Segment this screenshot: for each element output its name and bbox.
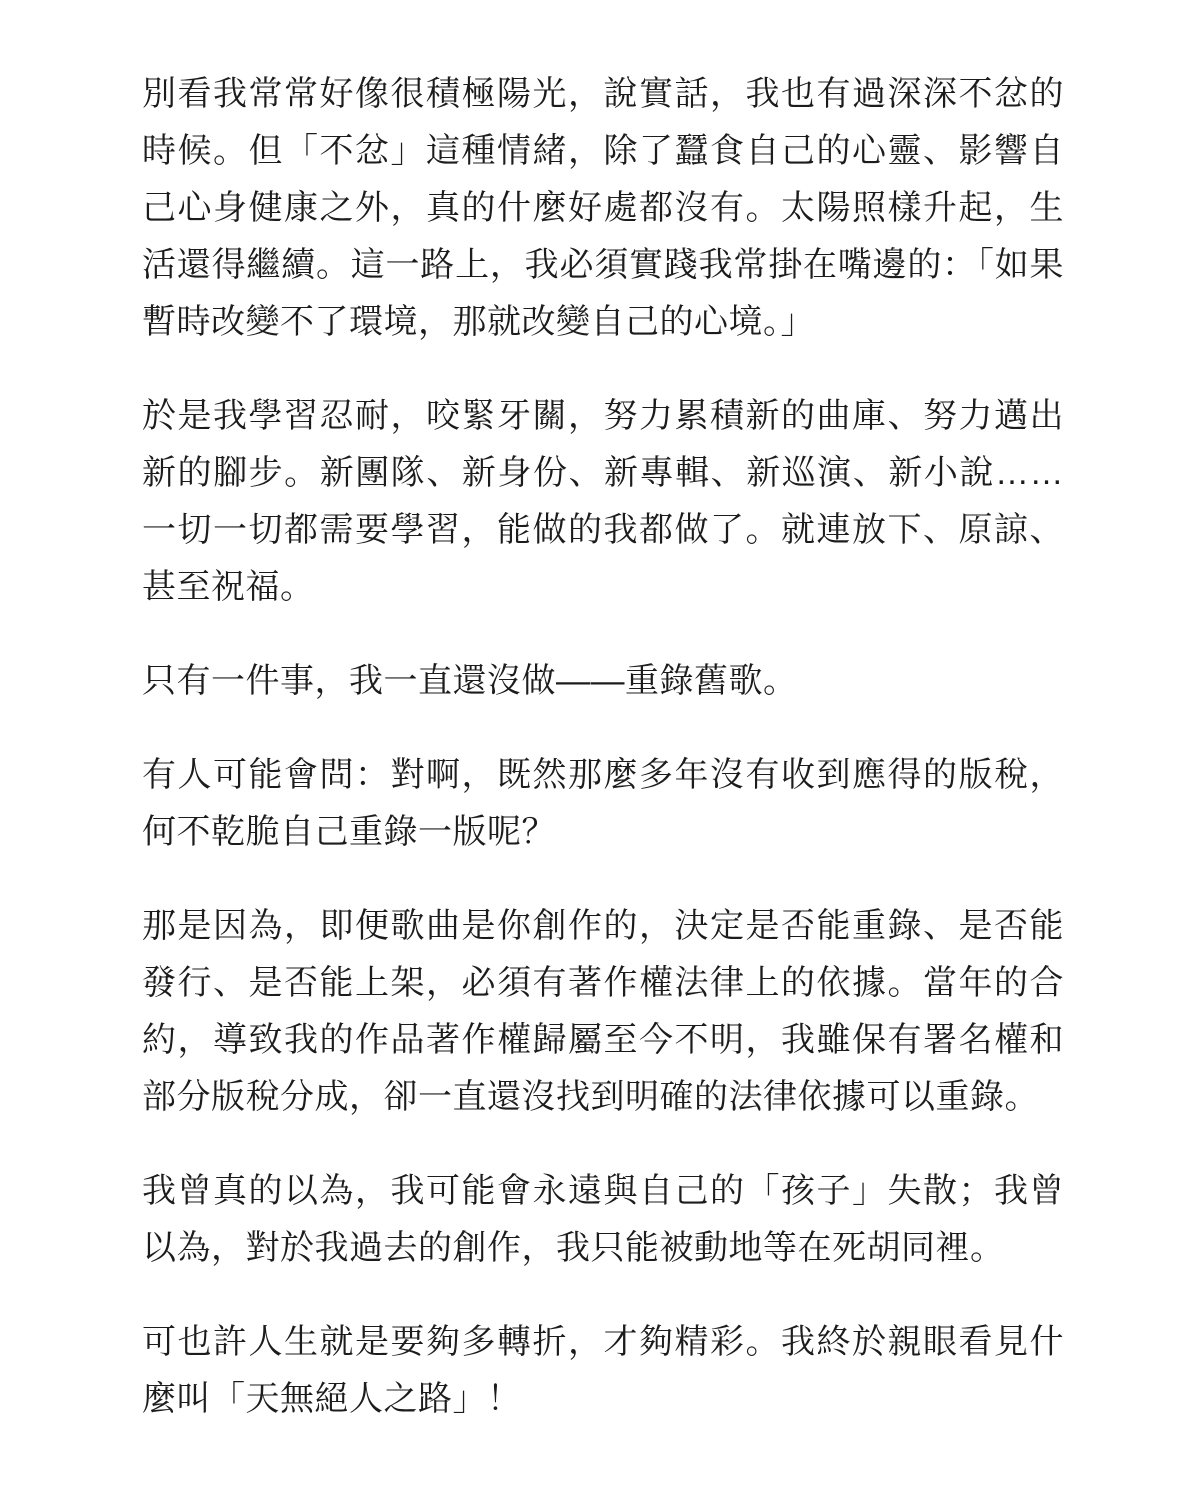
paragraph-4: 有人可能會問：對啊，既然那麼多年沒有收到應得的版稅，何不乾脆自己重錄一版呢？	[142, 756, 1064, 851]
paragraph-5: 那是因為，即便歌曲是你創作的，決定是否能重錄、是否能發行、是否能上架，必須有著作權法律上的依據。當年的合約，導致我的作品著作權歸屬至今不明，我雖保有署名權和部分版稅分成，卻一直還沒找到明確的法律依據可以重錄。	[142, 907, 1064, 1116]
paragraph-6: 我曾真的以為，我可能會永遠與自己的「孩子」失散；我曾以為，對於我過去的創作，我只能被動地等在死胡同裡。	[142, 1172, 1064, 1267]
paragraph-3: 只有一件事，我一直還沒做——重錄舊歌。	[142, 662, 798, 700]
document-text-block	[142, 66, 1064, 1428]
paragraph-2: 於是我學習忍耐，咬緊牙關，努力累積新的曲庫、努力邁出新的腳步。新團隊、新身份、新專輯、新巡演、新小說……一切一切都需要學習，能做的我都做了。就連放下、原諒、甚至祝福。	[142, 397, 1064, 606]
paragraph-1: 別看我常常好像很積極陽光，說實話，我也有過深深不忿的時候。但「不忿」這種情緒，除了蠶食自己的心靈、影響自己心身健康之外，真的什麼好處都沒有。太陽照樣升起，生活還得繼續。這一路上，我必須實踐我常掛在嘴邊的：「如果暫時改變不了環境，那就改變自己的心境。」	[142, 75, 1064, 341]
paragraph-7: 可也許人生就是要夠多轉折，才夠精彩。我終於親眼看見什麼叫「天無絕人之路」！	[142, 1323, 1064, 1418]
